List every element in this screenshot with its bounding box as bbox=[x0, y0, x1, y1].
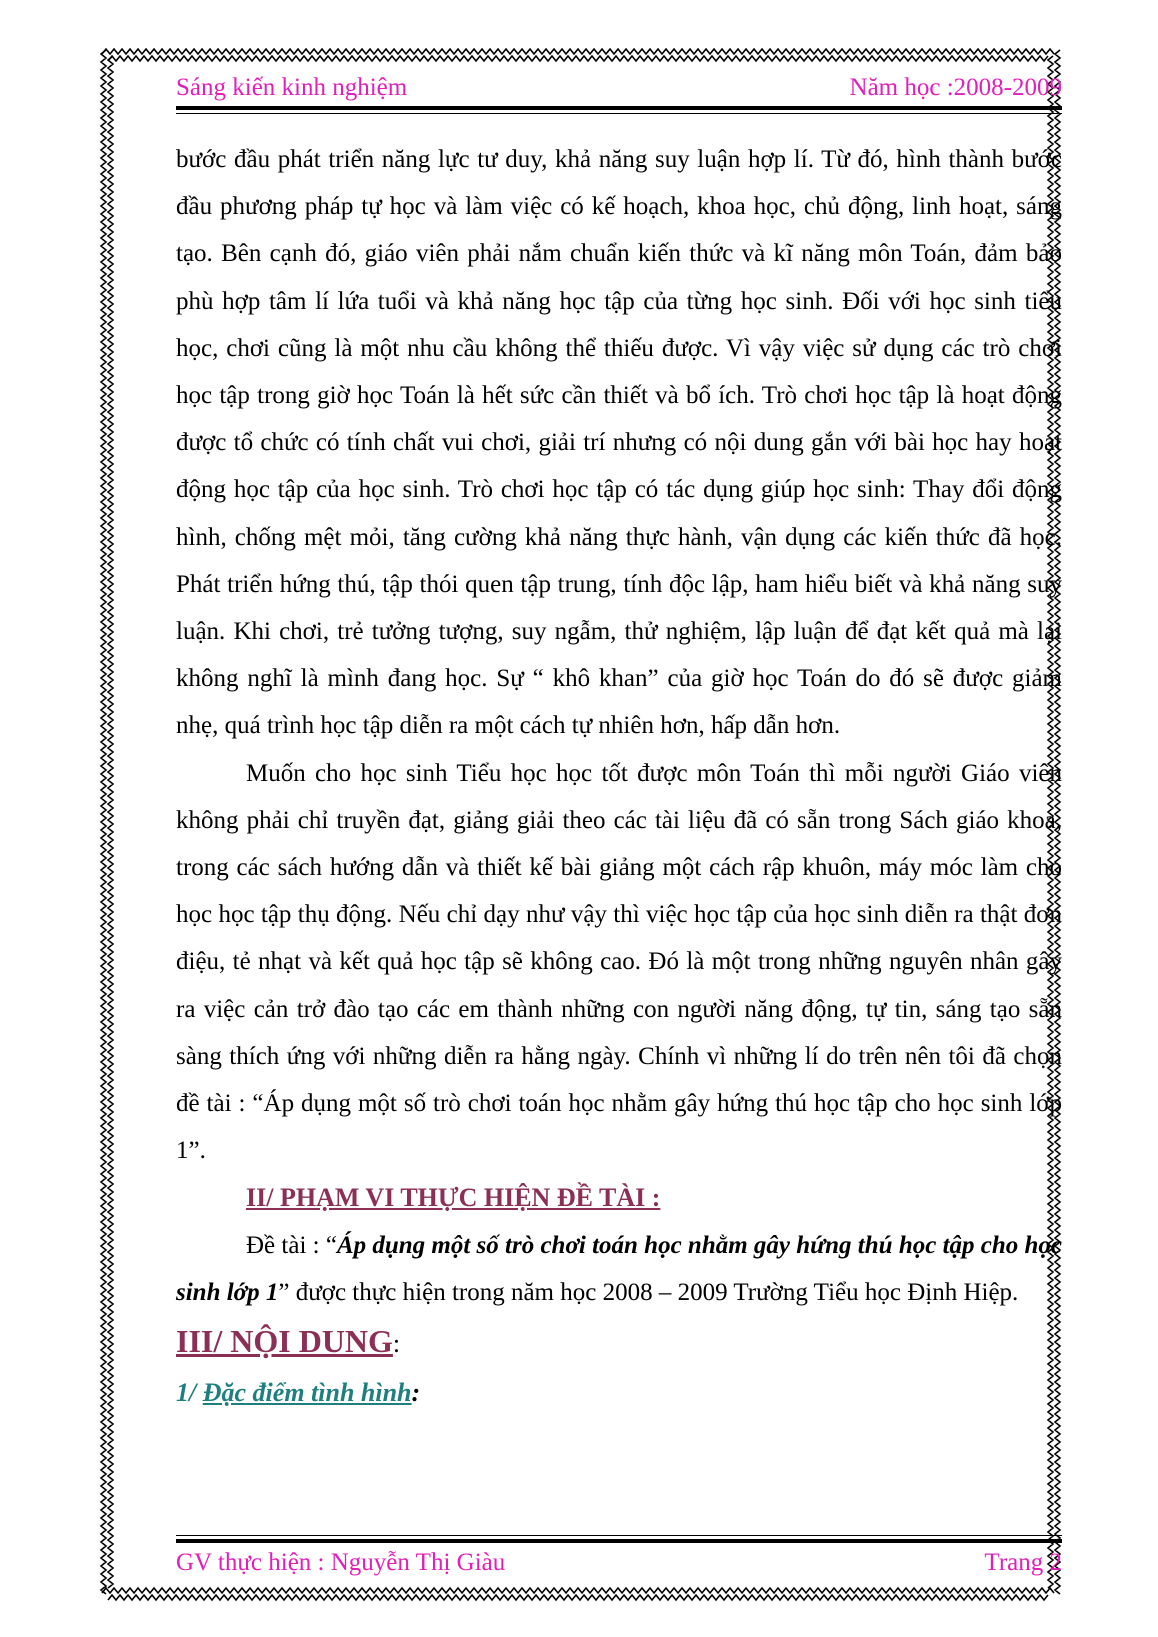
footer-page-number: Trang 2 bbox=[984, 1549, 1062, 1576]
footer-author: GV thực hiện : Nguyễn Thị Giàu bbox=[176, 1549, 506, 1576]
border-zigzag bbox=[102, 1588, 1054, 1593]
header-school-year: Năm học :2008-2009 bbox=[849, 74, 1062, 101]
paragraph-continued: bước đầu phát triển năng lực tư duy, khả năng suy luận hợp lí. Từ đó, hình thành bước đầu phương pháp tự học và làm việc có kế hoạch, khoa học, chủ động, linh hoạt, sáng tạo. Bên cạnh đó, giáo viên phải nắm chuẩn kiến thức và kĩ năng môn Toán, đảm bảo phù hợp tâm lí lứa tuổi và khả năng học tập của từng học sinh. Đối với học sinh tiểu học, chơi cũng là một nhu cầu không thể thiếu được. Vì vậy việc sử dụng các trò chơi học tập trong giờ học Toán là hết sức cần thiết và bổ ích. Trò chơi học tập là hoạt động được tổ chức có tính chất vui chơi, giải trí nhưng có nội dung gắn với bài học hay hoạt động học tập của học sinh. Trò chơi học tập có tác dụng giúp học sinh: Thay đổi động hình, chống mệt mỏi, tăng cường khả năng thực hành, vận dụng các kiến thức đã học. Phát triển hứng thú, tập thói quen tập trung, tính độc lập, ham hiểu biết và khả năng suy luận. Khi chơi, trẻ tưởng tượng, suy ngẫm, thử nghiệm, lập luận để đạt kết quả mà lại không nghĩ là mình đang học. Sự “ khô khan” của giờ học Toán do đó sẽ được giảm nhẹ, quá trình học tập diễn ra một cách tự nhiên hơn, hấp dẫn hơn. bbox=[176, 146, 1062, 740]
topic-title: Áp dụng một số trò chơi toán học nhằm gây hứng thú học tập cho học sinh lớp 1 bbox=[176, 1231, 1063, 1306]
border-zigzag bbox=[101, 50, 106, 1594]
border-zigzag bbox=[102, 49, 1054, 54]
subheading-colon: : bbox=[411, 1378, 421, 1408]
content-heading-colon: : bbox=[392, 1329, 401, 1359]
border-zigzag bbox=[108, 56, 1048, 61]
page-header bbox=[176, 68, 1062, 108]
document-body bbox=[176, 136, 1062, 1416]
header-title: Sáng kiến kinh nghiệm bbox=[176, 74, 408, 101]
border-zigzag bbox=[108, 1595, 1048, 1600]
section-heading-content bbox=[176, 1316, 1062, 1369]
header-rule-thin bbox=[176, 113, 1062, 114]
subheading-number: 1/ bbox=[176, 1378, 203, 1408]
header-rule-thick bbox=[176, 106, 1062, 110]
footer-rule-thin bbox=[176, 1535, 1062, 1536]
subheading-situation bbox=[176, 1369, 1062, 1416]
scope-prefix: Đề tài : “ bbox=[246, 1231, 337, 1259]
border-zigzag bbox=[108, 56, 113, 1588]
subheading-text: Đặc điểm tình hình bbox=[202, 1378, 412, 1408]
paragraph-reason: Muốn cho học sinh Tiểu học học tốt được môn Toán thì mỗi người Giáo viên không phải chỉ truyền đạt, giảng giải theo các tài liệu đã có sẵn trong Sách giáo khoa, trong các sách hướng dẫn và thiết kế bài giảng một cách rập khuôn, máy móc làm cho học học tập thụ động. Nếu chỉ dạy như vậy thì việc học tập của học sinh diễn ra thật đơn điệu, tẻ nhạt và kết quả học tập sẽ không cao. Đó là một trong những nguyên nhân gây ra việc cản trở đào tạo các em thành những con người năng động, tự tin, sáng tạo sẵn sàng thích ứng với những diễn ra hằng ngày. Chính vì những lí do trên nên tôi đã chọn đề tài : “Áp dụng một số trò chơi toán học nhằm gây hứng thú học tập cho học sinh lớp 1”. bbox=[176, 759, 1062, 1165]
scope-suffix: ” được thực hiện trong năm học 2008 – 2009 Trường Tiểu học Định Hiệp. bbox=[278, 1278, 1019, 1306]
page-footer bbox=[176, 1543, 1062, 1583]
section-heading-scope: II/ PHẠM VI THỰC HIỆN ĐỀ TÀI : bbox=[246, 1183, 661, 1213]
paragraph-scope bbox=[176, 1222, 1062, 1316]
content-heading-text: III/ NỘI DUNG bbox=[176, 1323, 393, 1360]
